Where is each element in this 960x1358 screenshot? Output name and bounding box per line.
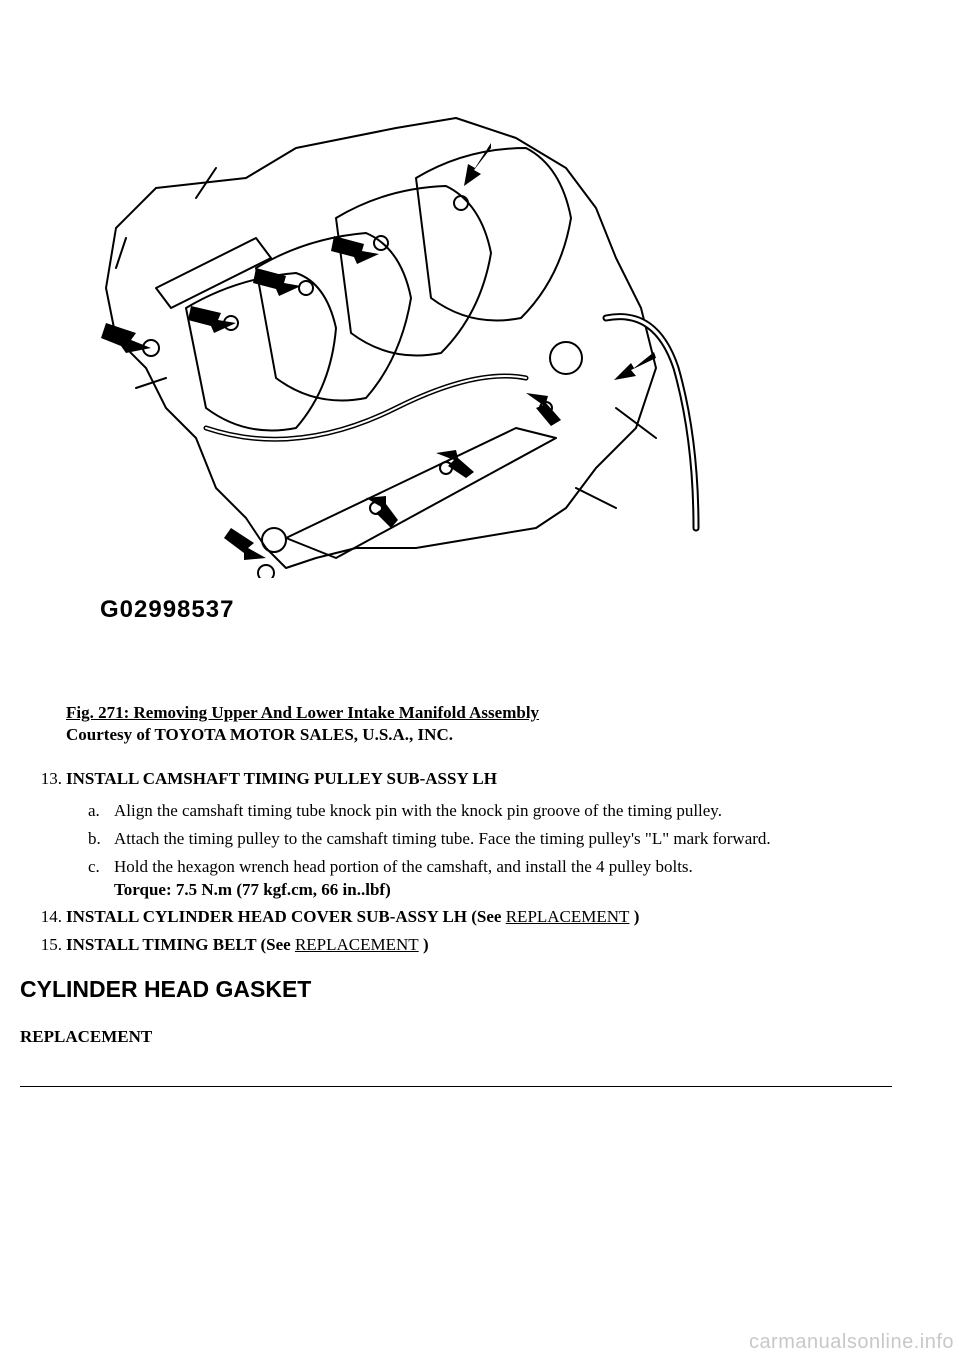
section-title: CYLINDER HEAD GASKET bbox=[20, 976, 312, 1002]
replacement-link[interactable]: REPLACEMENT bbox=[294, 935, 419, 954]
substep-text: Attach the timing pulley to the camshaft timing tube. Face the timing pulley's "L" mark forward. bbox=[114, 829, 771, 848]
step-number: 14. bbox=[40, 907, 62, 926]
figure-id-label: G02998537 bbox=[100, 596, 235, 623]
figure-caption bbox=[66, 702, 539, 746]
step-number: 15. bbox=[40, 935, 62, 954]
substep-text: Hold the hexagon wrench head portion of the camshaft, and install the 4 pulley bolts. bbox=[114, 857, 693, 876]
step-number: 13. bbox=[40, 769, 62, 788]
step-title-suffix: ) bbox=[629, 907, 640, 926]
step-title-suffix: ) bbox=[418, 935, 429, 954]
site-watermark: carmanualsonline.info bbox=[748, 1331, 954, 1353]
substep-letter: c. bbox=[88, 857, 100, 876]
intake-manifold-illustration bbox=[96, 108, 736, 578]
intake-manifold-figure bbox=[96, 108, 736, 578]
step-title bbox=[66, 906, 639, 928]
section-subtitle: REPLACEMENT bbox=[20, 1027, 153, 1046]
substep-letter: b. bbox=[88, 829, 101, 848]
step-title-prefix: INSTALL CYLINDER HEAD COVER SUB-ASSY LH (See bbox=[66, 907, 506, 926]
step-title: INSTALL CAMSHAFT TIMING PULLEY SUB-ASSY LH bbox=[66, 769, 497, 788]
figure-caption-link[interactable]: Fig. 271: Removing Upper And Lower Intake Manifold Assembly bbox=[66, 703, 540, 722]
substep-letter: a. bbox=[88, 801, 100, 820]
substep-text: Align the camshaft timing tube knock pin with the knock pin groove of the timing pulley. bbox=[114, 801, 722, 820]
torque-spec: Torque: 7.5 N.m (77 kgf.cm, 66 in..lbf) bbox=[114, 880, 391, 899]
step-title-prefix: INSTALL TIMING BELT (See bbox=[66, 935, 295, 954]
step-title bbox=[66, 934, 429, 956]
figure-credit: Courtesy of TOYOTA MOTOR SALES, U.S.A., INC. bbox=[66, 725, 453, 744]
replacement-link[interactable]: REPLACEMENT bbox=[505, 907, 630, 926]
horizontal-divider bbox=[20, 1086, 892, 1087]
